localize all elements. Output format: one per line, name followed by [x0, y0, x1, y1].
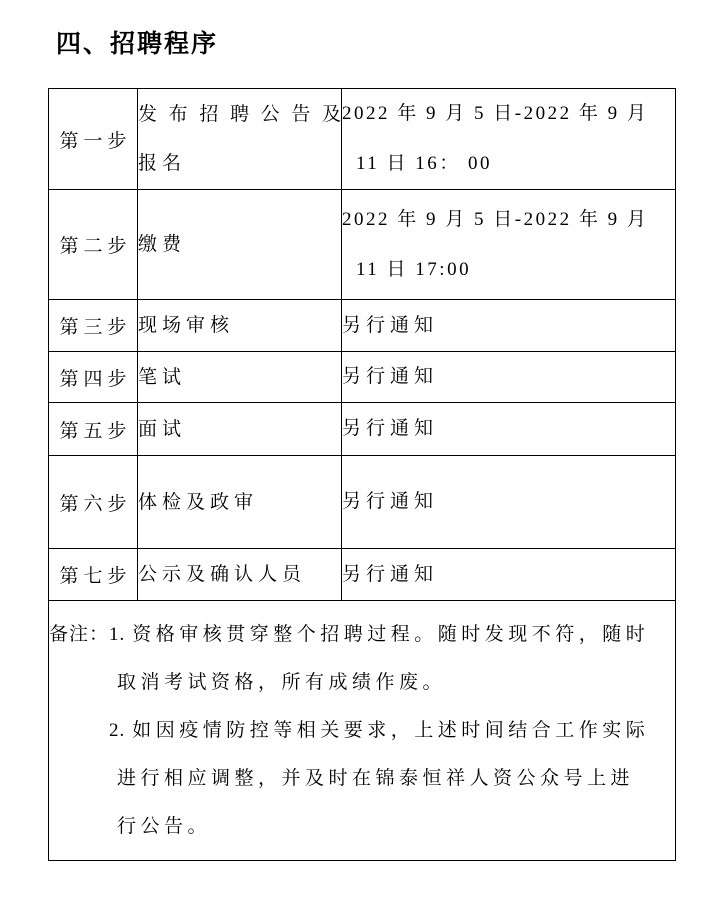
time-line: 另行通知 [342, 491, 439, 512]
step-cell: 第二步 [49, 190, 138, 300]
note-line [109, 707, 675, 755]
table-row-step-3 [49, 300, 676, 352]
note-line: 进行相应调整，并及时在锦泰恒祥人资公众号上进 [117, 767, 635, 789]
note-item [109, 611, 675, 707]
note-line: 取消考试资格，所有成绩作废。 [117, 671, 447, 693]
item-line: 发布招聘公告及 [138, 104, 341, 125]
time-cell [342, 403, 676, 456]
time-cell [342, 352, 676, 403]
note-item-number: 2. [109, 719, 126, 741]
item-cell [138, 456, 342, 549]
step-cell: 第五步 [49, 403, 138, 456]
table-row-step-5 [49, 403, 676, 456]
note-item-number: 1. [109, 623, 126, 645]
step-cell: 第一步 [49, 89, 138, 190]
time-cell [342, 549, 676, 601]
notes-cell [49, 601, 676, 861]
recruitment-schedule-table [48, 88, 676, 861]
item-line: 体检及政审 [138, 491, 259, 513]
time-line: 2022 年 9 月 5 日-2022 年 9 月 [342, 103, 649, 124]
section-title: 四、招聘程序 [56, 31, 219, 58]
item-cell [138, 190, 342, 300]
item-cell [138, 89, 342, 190]
item-line: 缴费 [138, 234, 187, 255]
item-cell [138, 549, 342, 601]
item-line: 面试 [138, 418, 187, 440]
note-text: 资格审核贯穿整个招聘过程。随时发现不符，随时 [132, 623, 650, 645]
step-cell: 第六步 [49, 456, 138, 549]
step-cell: 第四步 [49, 352, 138, 403]
notes-label: 备注： [49, 623, 110, 645]
time-line: 2022 年 9 月 5 日-2022 年 9 月 [342, 208, 649, 230]
table-row-step-4 [49, 352, 676, 403]
table-row-notes [49, 601, 676, 861]
item-cell [138, 403, 342, 456]
table-row-step-2 [49, 190, 676, 300]
time-line: 另行通知 [342, 366, 439, 387]
step-cell: 第三步 [49, 300, 138, 352]
notes-content [49, 611, 675, 851]
note-item [109, 707, 675, 851]
table-row-step-7 [49, 549, 676, 601]
time-cell [342, 89, 676, 190]
item-line: 公示及确认人员 [138, 564, 307, 585]
step-cell: 第七步 [49, 549, 138, 601]
time-cell [342, 300, 676, 352]
item-line: 现场审核 [138, 315, 235, 336]
table-row-step-1 [49, 89, 676, 190]
time-line: 另行通知 [342, 314, 439, 336]
note-text: 如因疫情防控等相关要求，上述时间结合工作实际 [132, 719, 650, 741]
table-row-step-6 [49, 456, 676, 549]
time-line: 11 日 17:00 [356, 258, 472, 280]
time-line: 另行通知 [342, 418, 439, 439]
time-cell [342, 456, 676, 549]
item-line: 报名 [138, 153, 187, 174]
note-line [109, 611, 675, 659]
item-line: 笔试 [138, 366, 187, 388]
notes-body [109, 611, 675, 851]
item-cell [138, 352, 342, 403]
note-line: 行公告。 [117, 815, 212, 837]
item-cell [138, 300, 342, 352]
time-cell [342, 190, 676, 300]
time-line: 另行通知 [342, 563, 439, 585]
time-line: 11 日 16： 00 [356, 153, 493, 174]
